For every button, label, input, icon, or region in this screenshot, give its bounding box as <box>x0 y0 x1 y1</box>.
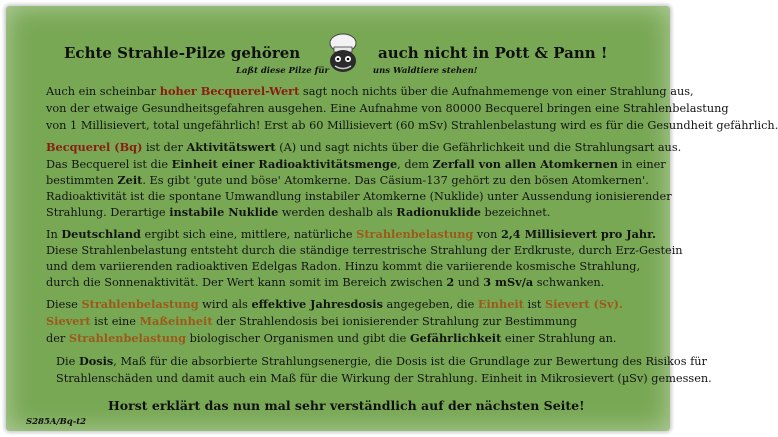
page-code: S285A/Bq-t2 <box>26 417 87 427</box>
text: schwanken. <box>533 276 605 289</box>
text-line <box>46 158 666 171</box>
text-line: und dem variierenden radioaktiven Edelgas Radon. Hinzu kommt die variierende kosmische Strahlung, <box>46 260 641 273</box>
text: Das Becquerel ist die <box>46 158 172 171</box>
text: ist <box>523 298 546 311</box>
bold-text: Einheit einer Radioaktivitätsmenge <box>171 157 398 171</box>
text-line: von der etwaige Gesundheitsgefahren ausgehen. Eine Aufnahme von 80000 Becquerel bringen eine Strahlenbelastung <box>46 102 729 115</box>
bold-text: 3 mSv/a <box>483 275 534 289</box>
highlight: hoher Becquerel-Wert <box>159 84 300 98</box>
text: einer Strahlung an. <box>501 332 617 345</box>
text: wird als <box>198 298 252 311</box>
text-line <box>46 298 623 311</box>
highlight: Sievert (Sv). <box>545 297 623 311</box>
text: und <box>454 276 484 289</box>
text-line <box>56 355 707 368</box>
text: (A) und sagt nichts über die Gefährlichkeit und die Strahlungsart aus. <box>275 141 682 154</box>
bold-text: 2 <box>446 275 455 289</box>
bold-text: Zeit <box>117 173 143 187</box>
tagline-part-a: Laßt diese Pilze für <box>236 66 329 76</box>
text: der Strahlendosis bei ionisierender Strahlung zur Bestimmung <box>212 315 577 328</box>
text: Auch ein scheinbar <box>46 85 160 98</box>
bold-text: effektive Jahresdosis <box>251 297 383 311</box>
text-line <box>46 276 604 289</box>
text: bezeichnet. <box>480 206 551 219</box>
closing-line: Horst erklärt das nun mal sehr verständlich auf der nächsten Seite! <box>108 398 585 413</box>
highlight: Becquerel (Bq) <box>46 140 143 154</box>
content-panel <box>6 6 778 431</box>
text: bestimmten <box>46 174 118 187</box>
text: sagt noch nichts über die Aufnahmemenge von einer Strahlung aus, <box>299 85 694 98</box>
bold-text: Aktivitätswert <box>186 140 276 154</box>
bold-text: Deutschland <box>61 227 141 241</box>
text: werden deshalb als <box>278 206 397 219</box>
text-line: von 1 Millisievert, total ungefährlich! Erst ab 60 Millisievert (60 mSv) Strahlenbelastung wird es für die Gesundheit gefährlich. <box>46 119 778 132</box>
text: Diese <box>46 298 82 311</box>
bold-text: Dosis <box>78 354 114 368</box>
bold-text: Gefährlichkeit <box>409 331 502 345</box>
text-line: Diese Strahlenbelastung entsteht durch die ständige terrestrische Strahlung der Erdkruste, durch Erz-Gestein <box>46 244 683 257</box>
text: in einer <box>617 158 666 171</box>
text-line <box>46 206 550 219</box>
tagline-part-b: uns Waldtiere stehen! <box>372 66 478 76</box>
text: ist der <box>142 141 187 154</box>
text: von <box>473 228 501 241</box>
text: der <box>46 332 69 345</box>
text: . Es gibt 'gute und böse' Atomkerne. Das Cäsium-137 gehört zu den bösen Atomkernen'. <box>142 174 649 187</box>
text-line: Strahlenschäden und damit auch ein Maß für die Wirkung der Strahlung. Einheit in Mikrosievert (µSv) gemessen. <box>56 372 712 385</box>
text: , Maß für die absorbierte Strahlungsenergie, die Dosis ist die Grundlage zur Bewertung des Risikos für <box>113 355 707 368</box>
text-line: Radioaktivität ist die spontane Umwandlung instabiler Atomkerne (Nuklide) unter Aussendung ionisierender <box>46 190 672 203</box>
highlight: Maßeinheit <box>139 314 213 328</box>
highlight: Strahlenbelastung <box>81 297 199 311</box>
highlight: Einheit <box>477 297 524 311</box>
text-line <box>46 228 656 241</box>
text-line <box>46 174 649 187</box>
highlight: Strahlenbelastung <box>356 227 474 241</box>
text-line <box>46 85 694 98</box>
text: In <box>46 228 62 241</box>
text-line <box>46 332 616 345</box>
text: Strahlung. Derartige <box>46 206 170 219</box>
text: durch die Sonnenaktivität. Der Wert kann somit im Bereich zwischen <box>46 276 447 289</box>
bold-text: instabile Nuklide <box>169 205 279 219</box>
text: angegeben, die <box>382 298 478 311</box>
bold-text: Zerfall von allen Atomkernen <box>432 157 618 171</box>
bold-text: Radionuklide <box>396 205 481 219</box>
text: Die <box>56 355 79 368</box>
page-title-left: Echte Strahle-Pilze gehören <box>64 44 301 62</box>
text-line <box>46 141 681 154</box>
text: biologischer Organismen und gibt die <box>186 332 410 345</box>
text: ergibt sich eine, mittlere, natürliche <box>140 228 357 241</box>
text-line <box>46 315 577 328</box>
page-title-right: auch nicht in Pott & Pann ! <box>378 44 608 62</box>
mascot-tagline <box>236 66 478 76</box>
highlight: Sievert <box>46 314 91 328</box>
highlight: Strahlenbelastung <box>68 331 187 345</box>
text: , dem <box>397 158 433 171</box>
text: ist eine <box>90 315 140 328</box>
bold-text: 2,4 Millisievert pro Jahr. <box>500 227 656 241</box>
